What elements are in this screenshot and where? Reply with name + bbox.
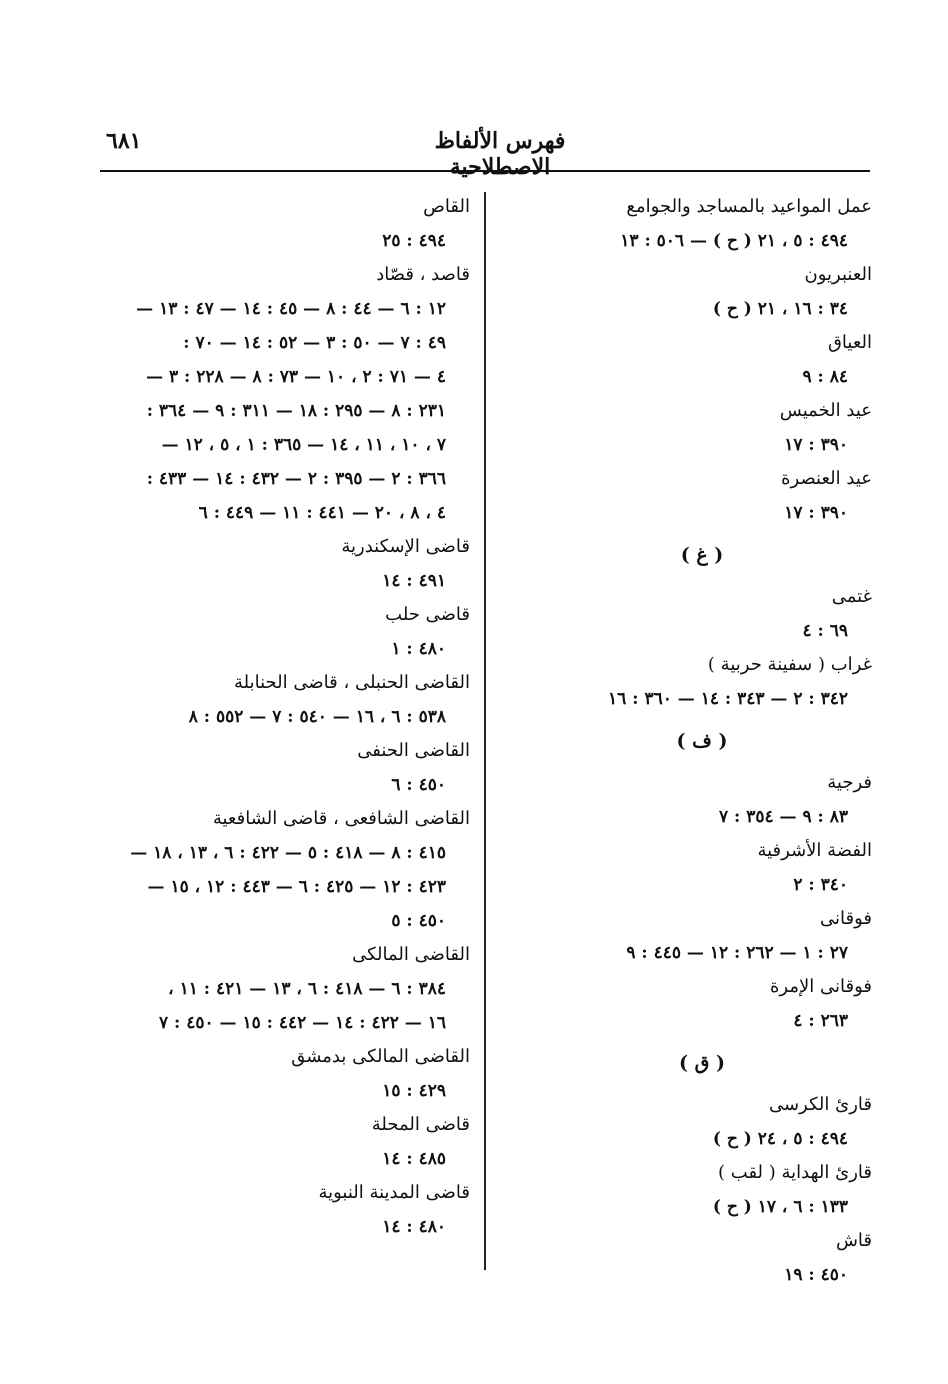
page-reference: ٣٤٢ : ٢ — ٣٤٣ : ١٤ — ٣٦٠ : ١٦	[608, 689, 848, 709]
page-number: ٦٨١	[106, 128, 142, 154]
page-reference: ٣٩٠ : ١٧	[784, 503, 848, 523]
page-reference: ١٦ — ٤٢٢ : ١٤ — ٤٤٢ : ١٥ — ٤٥٠ : ٧	[158, 1013, 446, 1033]
section-letter: ( ف )	[676, 730, 728, 752]
section-letter: ( غ )	[680, 544, 724, 566]
page-reference: ١٣٣ : ٦ ، ١٧ ( ح )	[712, 1197, 848, 1217]
column-divider	[484, 192, 486, 1270]
index-term: عيد العنصرة	[781, 468, 872, 489]
page-reference: ٤٥٠ : ١٩	[784, 1265, 848, 1285]
header-rule	[100, 170, 870, 172]
page-reference: ٣٤٠ : ٢	[793, 875, 848, 895]
index-term: عمل المواعيد بالمساجد والجوامع	[626, 196, 872, 217]
index-term: فرجية	[827, 772, 872, 793]
page-reference: ٧ ، ١٠ ، ١١ ، ١٤ — ٣٦٥ : ١ ، ٥ ، ١٢ —	[161, 435, 446, 455]
index-term: القاضى المالكى	[352, 944, 470, 965]
index-term: قاضى المحلة	[371, 1114, 470, 1135]
page-reference: ٤٥٠ : ٦	[391, 775, 446, 795]
index-term: قاش	[835, 1230, 872, 1251]
page-reference: ٤٢٣ : ١٢ — ٤٢٥ : ٦ — ٤٤٣ : ١٢ ، ١٥ —	[147, 877, 446, 897]
page-reference: ٤١٥ : ٨ — ٤١٨ : ٥ — ٤٢٢ : ٦ ، ١٣ ، ١٨ —	[130, 843, 446, 863]
index-term: القاضى الحنبلى ، قاضى الحنابلة	[233, 672, 470, 693]
index-term: غتمى	[831, 586, 872, 607]
page-reference: ٢٣١ : ٨ — ٢٩٥ : ١٨ — ٣١١ : ٩ — ٣٦٤ :	[146, 401, 446, 421]
page-reference: ٤٨٥ : ١٤	[382, 1149, 446, 1169]
index-term: القاص	[423, 196, 470, 217]
page-reference: ٤٩١ : ١٤	[382, 571, 446, 591]
page-reference: ٤٩٤ : ٥ ، ٢٤ ( ح )	[712, 1129, 848, 1149]
index-term: قاضى الإسكندرية	[341, 536, 470, 557]
right-column	[500, 190, 872, 1292]
page-reference: ٤ — ٧١ : ٢ ، ١٠ — ٧٣ : ٨ — ٢٢٨ : ٣ —	[146, 367, 446, 387]
page-reference: ٤٨٠ : ١٤	[382, 1217, 446, 1237]
index-term: قارئ الهداية ( لقب )	[718, 1162, 872, 1183]
index-term: قاضى حلب	[385, 604, 470, 625]
index-term: فوقانى الإمرة	[770, 976, 872, 997]
index-term: قاصد ، قصّاد	[376, 264, 470, 285]
index-term: القاضى الشافعى ، قاضى الشافعية	[212, 808, 470, 829]
page-reference: ٤٥٠ : ٥	[391, 911, 446, 931]
page-reference: ٤٩ : ٧ — ٥٠ : ٣ — ٥٢ : ١٤ — ٧٠ :	[183, 333, 446, 353]
page-reference: ٣٩٠ : ١٧	[784, 435, 848, 455]
page-reference: ٣٤ : ١٦ ، ٢١ ( ح )	[712, 299, 848, 319]
page-reference: ٤٢٩ : ١٥	[382, 1081, 446, 1101]
page-reference: ٤٨٠ : ١	[391, 639, 446, 659]
page-reference: ٢٧ : ١ — ٢٦٢ : ١٢ — ٤٤٥ : ٩	[626, 943, 848, 963]
page-reference: ٣٨٤ : ٦ — ٤١٨ : ٦ ، ١٣ — ٤٢١ : ١١ ،	[168, 979, 446, 999]
index-term: العياق	[827, 332, 872, 353]
index-term: قارئ الكرسى	[768, 1094, 872, 1115]
page-reference: ١٢ : ٦ — ٤٤ : ٨ — ٤٥ : ١٤ — ٤٧ : ١٣ —	[136, 299, 446, 319]
page-reference: ٤٩٤ : ٥ ، ٢١ ( ح ) — ٥٠٦ : ١٣	[620, 231, 848, 251]
index-term: القاضى المالكى بدمشق	[291, 1046, 470, 1067]
page-reference: ٤٩٤ : ٢٥	[382, 231, 446, 251]
index-term: فوقانى	[819, 908, 872, 929]
index-term: العنبريون	[804, 264, 872, 285]
page-reference: ٨٣ : ٩ — ٣٥٤ : ٧	[718, 807, 848, 827]
section-letter: ( ق )	[679, 1052, 725, 1074]
page-reference: ٢٦٣ : ٤	[793, 1011, 848, 1031]
left-column	[98, 190, 470, 1244]
page-reference: ٦٩ : ٤	[802, 621, 848, 641]
page-reference: ٣٦٦ : ٢ — ٣٩٥ : ٢ — ٤٣٢ : ١٤ — ٤٣٣ :	[146, 469, 446, 489]
index-term: عيد الخميس	[779, 400, 872, 421]
page-reference: ٤ ، ٨ ، ٢٠ — ٤٤١ : ١١ — ٤٤٩ : ٦	[198, 503, 446, 523]
index-term: غراب ( سفينة حربية )	[707, 654, 872, 675]
page-title: فهرس الألفاظ الاصطلاحية	[434, 128, 566, 180]
page-reference: ٨٤ : ٩	[802, 367, 848, 387]
index-term: قاضى المدينة النبوية	[318, 1182, 470, 1203]
index-term: القاضى الحنفى	[357, 740, 470, 761]
page-reference: ٥٣٨ : ٦ ، ١٦ — ٥٤٠ : ٧ — ٥٥٢ : ٨	[188, 707, 446, 727]
index-term: الفضة الأشرفية	[757, 840, 872, 861]
